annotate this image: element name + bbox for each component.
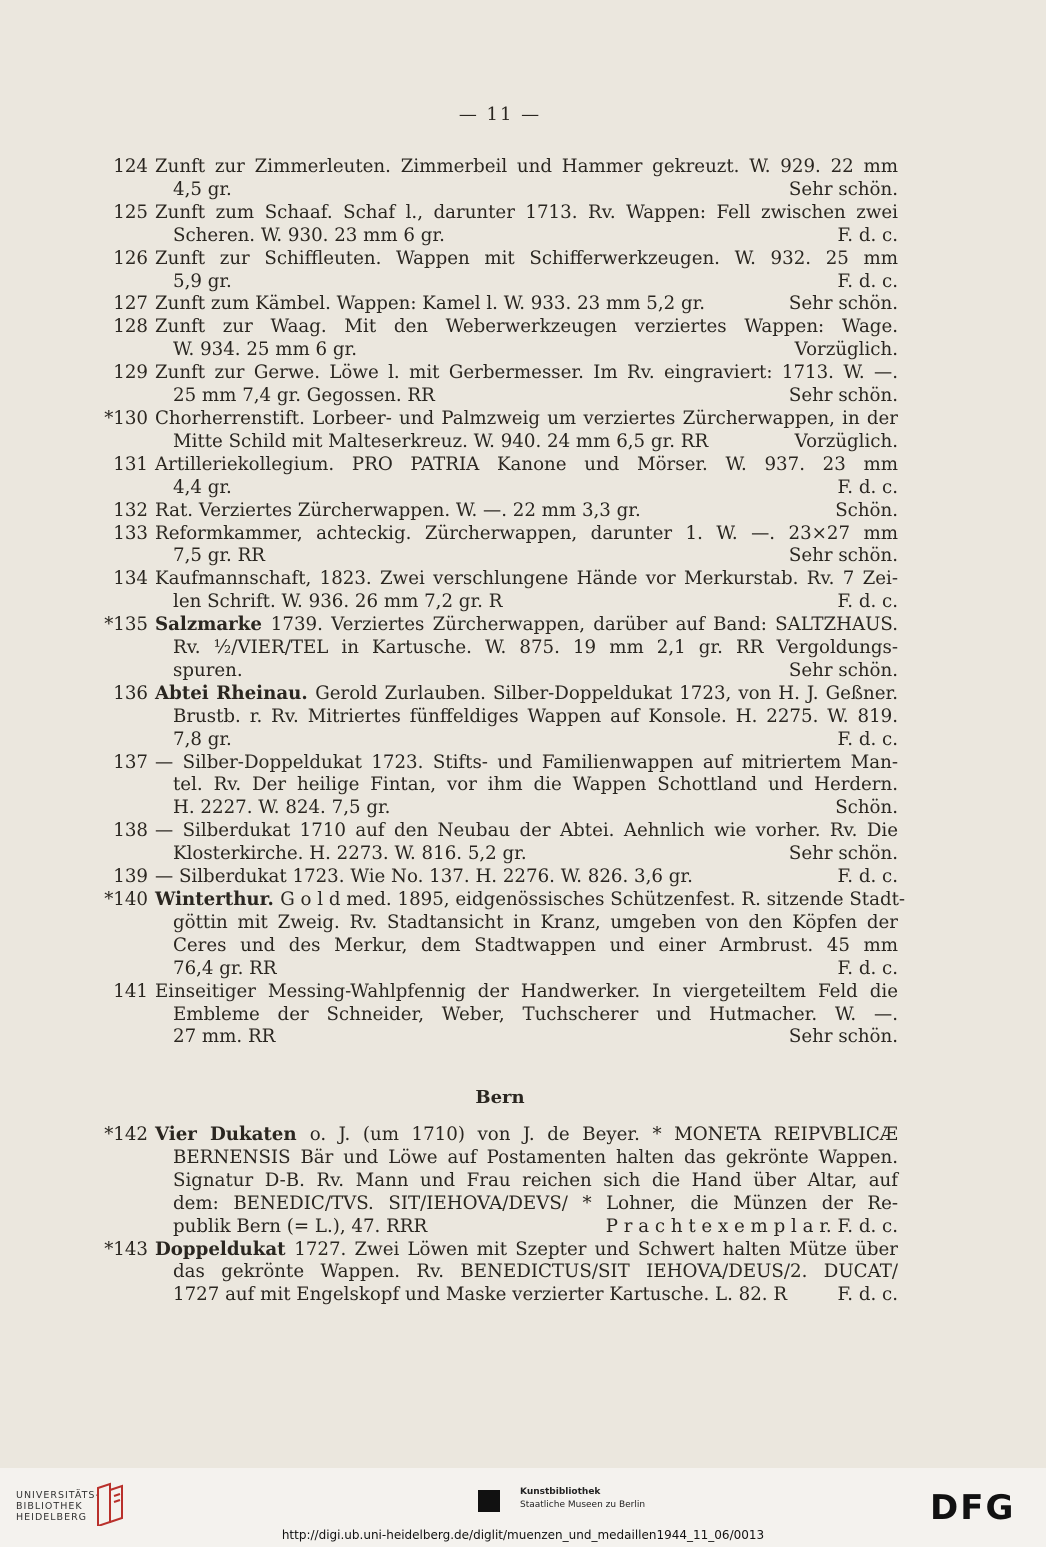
entry-line — [155, 591, 898, 614]
entry-number: 127 — [113, 293, 148, 315]
catalog-entry — [98, 1124, 898, 1239]
kunstbibliothek-label[interactable] — [520, 1486, 645, 1512]
entry-text: len Schrift. W. 936. 26 mm 7,2 gr. R — [173, 591, 503, 613]
entry-grade: Sehr schön. — [788, 178, 898, 200]
kb-title: Kunstbibliothek — [520, 1487, 601, 1497]
entry-grade: F. d. c. — [837, 957, 898, 979]
entry-grade: F. d. c. — [837, 1284, 898, 1306]
entry-grade: Sehr schön. — [788, 659, 898, 681]
entry-line — [155, 271, 898, 294]
catalog-entry — [98, 408, 898, 454]
catalog-entry — [98, 568, 898, 614]
entry-number: 124 — [113, 156, 148, 177]
entry-grade: F. d. c. — [837, 270, 898, 292]
entry-line: Signatur D-B. Rv. Mann und Frau reichen sich die Hand über Altar, auf — [173, 1169, 898, 1191]
entry-text: H. 2227. W. 824. 7,5 gr. — [173, 797, 391, 819]
entry-line: Zunft zur Zimmerleuten. Zimmerbeil und Hammer gekreuzt. W. 929. 22 mm — [155, 156, 898, 177]
entry-heading: Doppeldukat — [155, 1238, 295, 1260]
entry-line — [155, 797, 898, 820]
entry-text: spuren. — [173, 659, 243, 681]
entry-grade: F. d. c. — [837, 866, 898, 888]
entry-line — [155, 225, 898, 248]
entry-line — [155, 431, 898, 454]
entry-line: Artilleriekollegium. PRO PATRIA Kanone und Mörser. W. 937. 23 mm — [155, 453, 898, 475]
entry-line: Zunft zur Schiffleuten. Wappen mit Schifferwerkzeugen. W. 932. 25 mm — [155, 247, 898, 269]
entry-number: 141 — [113, 980, 148, 1002]
catalog-entry — [98, 866, 898, 889]
entry-number: *140 — [104, 889, 148, 910]
catalog-entry — [98, 293, 898, 316]
entry-line — [155, 843, 898, 866]
entry-line — [155, 385, 898, 408]
catalog-entry — [98, 454, 898, 500]
entry-line — [155, 179, 898, 202]
entry-text: W. 934. 25 mm 6 gr. — [173, 339, 358, 361]
catalog-entry — [98, 1239, 898, 1308]
entry-text: publik Bern (= L.), 47. RRR — [173, 1215, 428, 1237]
entry-line: Zunft zur Waag. Mit den Weberwerkzeugen verziertes Wappen: Wage. — [155, 316, 898, 338]
entry-number: 128 — [113, 316, 148, 338]
entry-line — [155, 1216, 898, 1239]
entry-line: Embleme der Schneider, Weber, Tuchscherer und Hutmacher. W. —. — [173, 1003, 898, 1025]
catalog-entry — [98, 202, 898, 248]
entry-text: Scheren. W. 930. 23 mm 6 gr. — [173, 224, 445, 246]
entry-line — [155, 477, 898, 500]
entry-grade: Schön. — [835, 797, 898, 819]
entry-heading: Winterthur. — [155, 889, 281, 910]
entry-number: 126 — [113, 247, 148, 269]
catalog-entry — [98, 683, 898, 752]
entry-grade: F. d. c. — [837, 728, 898, 750]
entry-line: Abtei Rheinau. Gerold Zurlauben. Silber-Doppeldukat 1723, von H. J. Geßner. — [155, 682, 898, 704]
catalog-entry — [98, 523, 898, 569]
entry-number: 133 — [113, 522, 148, 544]
entry-line: — Silber-Doppeldukat 1723. Stifts- und Familienwappen auf mitriertem Man- — [155, 751, 898, 773]
entry-line — [155, 1026, 898, 1049]
kunstbibliothek-logo-icon — [478, 1490, 500, 1512]
uni-logo-line2: BIBLIOTHEK — [16, 1501, 83, 1512]
entry-grade: F. d. c. — [837, 476, 898, 498]
entry-line: Zunft zum Schaaf. Schaf l., darunter 1713. Rv. Wappen: Fell zwischen zwei — [155, 201, 898, 223]
entry-line: Kaufmannschaft, 1823. Zwei verschlungene Hände vor Merkurstab. Rv. 7 Zei- — [155, 568, 898, 590]
entry-grade: F. d. c. — [837, 591, 898, 613]
entry-line — [155, 545, 898, 568]
entry-line: tel. Rv. Der heilige Fintan, vor ihm die Wappen Schottland und Herdern. — [173, 774, 898, 796]
dfg-logo[interactable]: DFG — [930, 1488, 1016, 1528]
entry-number: 136 — [113, 682, 148, 704]
entry-number: 132 — [113, 499, 148, 521]
entry-text: — Silberdukat 1723. Wie No. 137. H. 2276. W. 826. 3,6 gr. — [155, 866, 693, 888]
entry-line — [155, 500, 898, 523]
catalog-entry — [98, 500, 898, 523]
entry-line — [155, 866, 898, 889]
entry-number: 137 — [113, 751, 148, 773]
entry-number: 129 — [113, 362, 148, 384]
entry-line: Winterthur. G o l d med. 1895, eidgenössisches Schützenfest. R. sitzende Stadt- — [155, 889, 906, 910]
entry-line: BERNENSIS Bär und Löwe auf Postamenten halten das gekrönte Wappen. — [173, 1146, 898, 1168]
entry-line — [155, 958, 898, 981]
source-url[interactable]: http://digi.ub.uni-heidelberg.de/diglit/muenzen_und_medaillen1944_11_06/0013 — [281, 1528, 765, 1542]
entry-line: Doppeldukat 1727. Zwei Löwen mit Szepter und Schwert halten Mütze über — [155, 1238, 898, 1260]
footer — [0, 1468, 1046, 1547]
entry-grade: P r a c h t e x e m p l a r. F. d. c. — [605, 1215, 898, 1237]
entry-line: Einseitiger Messing-Wahlpfennig der Handwerker. In viergeteiltem Feld die — [155, 980, 898, 1002]
entry-number: *142 — [104, 1124, 148, 1145]
entry-text: Mitte Schild mit Malteserkreuz. W. 940. 24 mm 6,5 gr. RR — [173, 430, 709, 452]
entry-line — [155, 1284, 898, 1307]
kb-subtitle: Staatliche Museen zu Berlin — [520, 1500, 646, 1510]
uni-logo-line3: HEIDELBERG — [16, 1512, 88, 1523]
entry-number: 134 — [113, 568, 148, 590]
catalog-entry — [98, 156, 898, 202]
entry-grade: Sehr schön. — [788, 293, 898, 315]
catalog-entry — [98, 820, 898, 866]
catalog-entry — [98, 316, 898, 362]
entry-line: Reformkammer, achteckig. Zürcherwappen, darunter 1. W. —. 23×27 mm — [155, 522, 898, 544]
university-emblem-icon — [96, 1482, 126, 1526]
entry-number: *130 — [104, 407, 148, 429]
entry-grade: Sehr schön. — [788, 545, 898, 567]
university-library-logo[interactable] — [16, 1490, 100, 1523]
catalog-entry — [98, 362, 898, 408]
entry-line: göttin mit Zweig. Rv. Stadtansicht in Kranz, umgeben von den Köpfen der — [173, 911, 898, 933]
entry-grade: Schön. — [835, 499, 898, 521]
entry-line: Salzmarke 1739. Verziertes Zürcherwappen, darüber auf Band: SALTZHAUS. — [155, 614, 899, 636]
entry-text: 5,9 gr. — [173, 270, 232, 292]
entry-line: das gekrönte Wappen. Rv. BENEDICTUS/SIT IEHOVA/DEUS/2. DUCAT/ — [173, 1261, 898, 1283]
entry-line — [155, 729, 898, 752]
catalog-entries — [98, 156, 906, 1049]
entry-line — [155, 660, 898, 683]
entry-text: 76,4 gr. RR — [173, 957, 277, 979]
entry-grade: Sehr schön. — [788, 843, 898, 865]
entry-line: Rv. ½/VIER/TEL in Kartusche. W. 875. 19 mm 2,1 gr. RR Vergoldungs- — [173, 637, 898, 659]
catalog-entry — [98, 752, 898, 821]
entry-number: 139 — [113, 866, 148, 888]
entry-line: dem: BENEDIC/TVS. SIT/IEHOVA/DEVS/ * Lohner, die Münzen der Re- — [173, 1192, 898, 1214]
entry-number: 138 — [113, 820, 148, 842]
entry-line — [155, 339, 898, 362]
entry-text: 4,4 gr. — [173, 476, 232, 498]
entry-line: Chorherrenstift. Lorbeer- und Palmzweig um verziertes Zürcherwappen, in der — [155, 407, 898, 429]
catalog-entry — [98, 981, 898, 1050]
entry-text: 25 mm 7,4 gr. Gegossen. RR — [173, 385, 435, 407]
entry-line: Brustb. r. Rv. Mitriertes fünffeldiges Wappen auf Konsole. H. 2275. W. 819. — [173, 705, 898, 727]
uni-logo-line1: UNIVERSITÄTS- — [16, 1490, 100, 1501]
entry-text: 7,5 gr. RR — [173, 545, 265, 567]
entry-text: 7,8 gr. — [173, 728, 232, 750]
entry-text: Rat. Verziertes Zürcherwappen. W. —. 22 mm 3,3 gr. — [155, 499, 641, 521]
entry-text: Zunft zum Kämbel. Wappen: Kamel l. W. 933. 23 mm 5,2 gr. — [155, 293, 706, 315]
section-heading-bern: Bern — [475, 1087, 525, 1108]
catalog-entry — [98, 248, 898, 294]
entry-heading: Abtei Rheinau. — [155, 682, 316, 704]
entry-number: *143 — [104, 1238, 148, 1260]
catalog-entry — [98, 614, 898, 683]
entry-grade: Vorzüglich. — [794, 339, 898, 361]
entry-line: — Silberdukat 1710 auf den Neubau der Abtei. Aehnlich wie vorher. Rv. Die — [155, 820, 898, 842]
entry-text: 4,5 gr. — [173, 178, 232, 200]
catalog-entry — [98, 889, 906, 981]
catalog-entries-bern — [98, 1124, 898, 1307]
entry-line: Ceres und des Merkur, dem Stadtwappen und einer Armbrust. 45 mm — [173, 934, 898, 956]
entry-grade: F. d. c. — [837, 224, 898, 246]
entry-number: *135 — [104, 614, 148, 636]
entry-grade: Sehr schön. — [788, 385, 898, 407]
entry-heading: Vier Dukaten — [155, 1124, 310, 1145]
entry-line — [155, 293, 898, 316]
page-number: — 11 — — [458, 104, 542, 125]
entry-text: 1727 auf mit Engelskopf und Maske verzierter Kartusche. L. 82. R — [173, 1284, 788, 1306]
entry-text: 27 mm. RR — [173, 1026, 276, 1048]
entry-line: Zunft zur Gerwe. Löwe l. mit Gerbermesser. Im Rv. eingraviert: 1713. W. —. — [155, 362, 898, 384]
entry-number: 125 — [113, 201, 148, 223]
entry-heading: Salzmarke — [155, 614, 271, 636]
entry-grade: Sehr schön. — [788, 1026, 898, 1048]
entry-number: 131 — [113, 453, 148, 475]
entry-line: Vier Dukaten o. J. (um 1710) von J. de Beyer. * MONETA REIPVBLICÆ — [155, 1124, 898, 1145]
entry-text: Klosterkirche. H. 2273. W. 816. 5,2 gr. — [173, 843, 527, 865]
entry-grade: Vorzüglich. — [794, 430, 898, 452]
